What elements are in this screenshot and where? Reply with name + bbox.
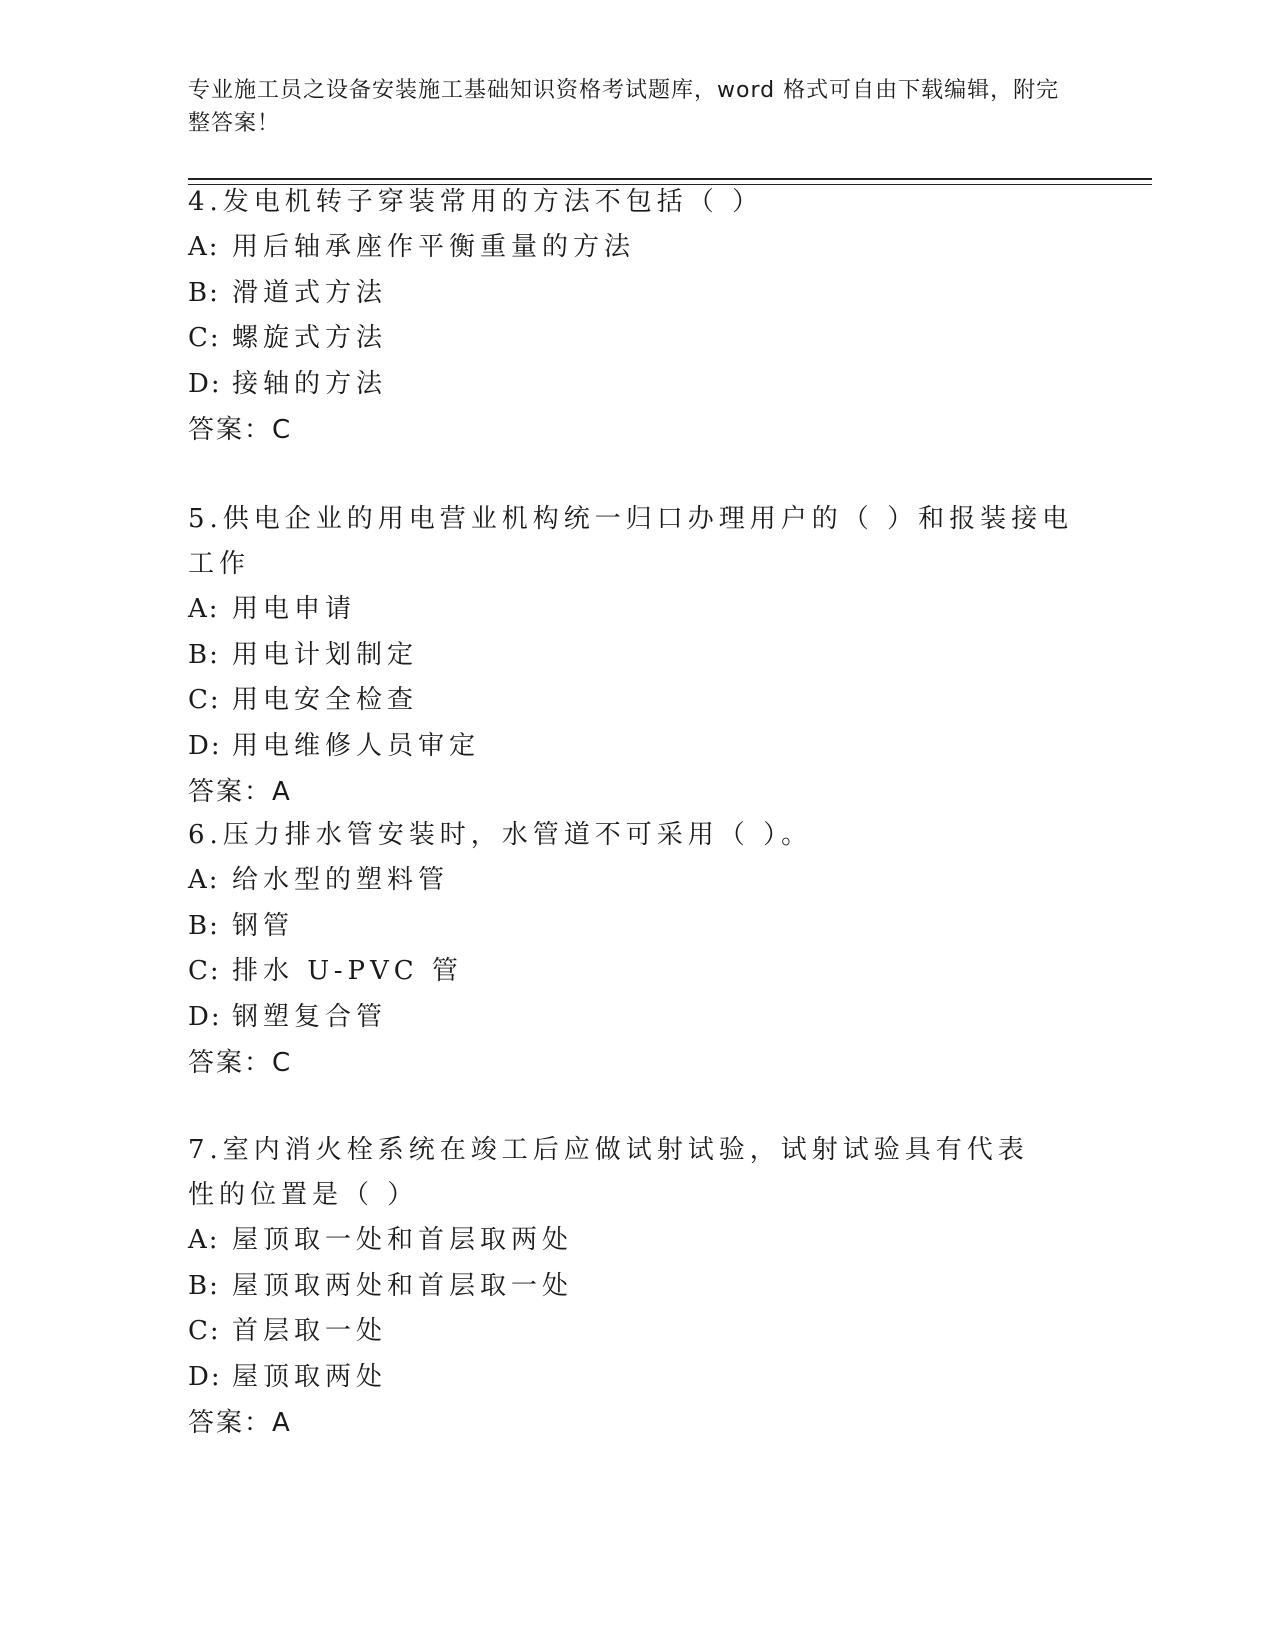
question-stem: 5.供电企业的用电营业机构统一归口办理用户的（ ）和报装接电工作	[188, 504, 1074, 579]
option-a	[188, 587, 1088, 633]
option-text: 屋顶取两处和首层取一处	[232, 1270, 574, 1301]
option-text: 钢管	[232, 910, 295, 941]
option-letter: C:	[188, 685, 221, 715]
answer-line: 答案：C	[188, 1048, 293, 1078]
option-d	[188, 995, 1088, 1041]
option-text: 用后轴承座作平衡重量的方法	[232, 232, 636, 262]
question-stem: 7.室内消火栓系统在竣工后应做试射试验，试射试验具有代表性的位置是（ ）	[188, 1135, 1029, 1210]
option-letter: D:	[188, 368, 222, 399]
option-b	[188, 633, 1088, 679]
option-c	[188, 316, 1088, 362]
question-stem: 6.压力排水管安装时，水管道不可采用（ ）。	[188, 820, 813, 850]
option-text: 屋顶取两处	[232, 1361, 388, 1392]
option-text: 屋顶取一处和首层取两处	[232, 1225, 574, 1255]
question-block	[188, 497, 1088, 815]
option-a	[188, 225, 1088, 271]
question-block	[188, 813, 1088, 1086]
option-b	[188, 1264, 1058, 1310]
option-letter: A:	[188, 1225, 220, 1255]
option-d	[188, 1355, 1058, 1401]
option-letter: B:	[188, 639, 220, 670]
option-a	[188, 1218, 1058, 1264]
answer-line: 答案：A	[188, 1408, 292, 1438]
answer-line: 答案：C	[188, 415, 293, 445]
option-letter: A:	[188, 865, 220, 895]
option-a	[188, 858, 1088, 904]
option-d	[188, 724, 1088, 770]
option-letter: C:	[188, 956, 221, 986]
option-c	[188, 678, 1088, 724]
question-block	[188, 1128, 1058, 1446]
option-text: 接轴的方法	[232, 368, 388, 399]
option-text: 用电安全检查	[232, 685, 419, 715]
answer-line: 答案：A	[188, 777, 292, 807]
option-letter: C:	[188, 323, 221, 353]
option-text: 给水型的塑料管	[232, 865, 450, 895]
option-c	[188, 949, 1088, 995]
option-letter: B:	[188, 277, 220, 308]
option-b	[188, 904, 1088, 950]
option-letter: A:	[188, 594, 220, 624]
option-text: 螺旋式方法	[232, 323, 388, 353]
option-text: 排水 U-PVC 管	[232, 956, 463, 986]
option-letter: D:	[188, 1361, 222, 1392]
option-text: 用电申请	[232, 594, 357, 624]
document-header: 专业施工员之设备安装施工基础知识资格考试题库，word 格式可自由下载编辑，附完整答案！	[188, 78, 1060, 136]
question-stem: 4.发电机转子穿装常用的方法不包括（ ）	[188, 187, 764, 217]
option-letter: B:	[188, 1270, 220, 1301]
option-text: 用电维修人员审定	[232, 730, 481, 761]
option-letter: B:	[188, 910, 220, 941]
option-text: 钢塑复合管	[232, 1001, 388, 1032]
option-letter: A:	[188, 232, 220, 262]
option-text: 用电计划制定	[232, 639, 419, 670]
option-d	[188, 362, 1088, 408]
option-letter: D:	[188, 1001, 222, 1032]
option-letter: D:	[188, 730, 222, 761]
option-b	[188, 271, 1088, 317]
option-text: 滑道式方法	[232, 277, 388, 308]
option-letter: C:	[188, 1316, 221, 1346]
option-c	[188, 1309, 1058, 1355]
option-text: 首层取一处	[232, 1316, 388, 1346]
question-block	[188, 180, 1088, 453]
